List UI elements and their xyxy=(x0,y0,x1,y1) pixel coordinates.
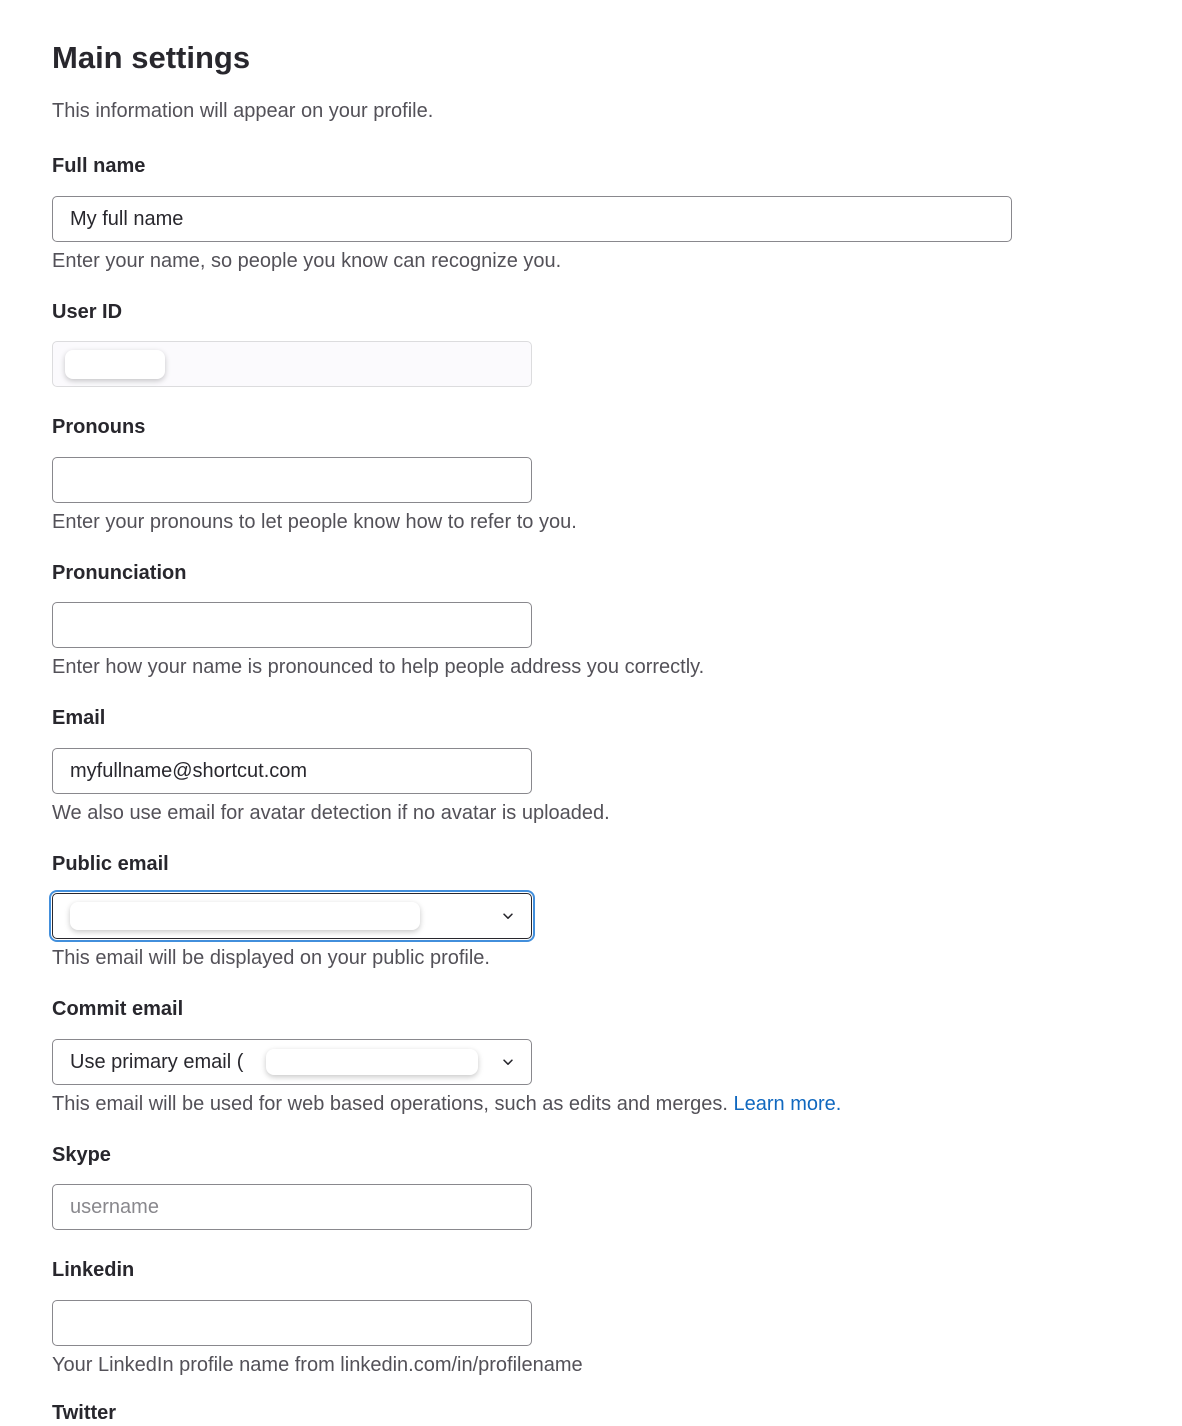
chevron-down-icon xyxy=(501,909,515,923)
page-subtitle: This information will appear on your profile. xyxy=(52,100,434,122)
full-name-help: Enter your name, so people you know can recognize you. xyxy=(52,250,562,272)
learn-more-link[interactable]: Learn more. xyxy=(733,1093,842,1115)
email-label: Email xyxy=(52,707,106,729)
commit-email-selected-value: Use primary email ( xyxy=(70,1050,244,1073)
public-email-help: This email will be displayed on your public profile. xyxy=(52,947,490,969)
pronunciation-label: Pronunciation xyxy=(52,562,187,584)
chevron-down-icon xyxy=(501,1055,515,1069)
email-input[interactable] xyxy=(52,748,532,794)
page-title: Main settings xyxy=(52,40,251,75)
email-help: We also use email for avatar detection if no avatar is uploaded. xyxy=(52,802,610,824)
pronouns-input[interactable] xyxy=(52,457,532,503)
commit-email-redaction xyxy=(266,1049,478,1075)
commit-email-select[interactable] xyxy=(52,1039,532,1085)
commit-email-help xyxy=(52,1091,841,1117)
commit-email-label: Commit email xyxy=(52,998,184,1020)
public-email-select[interactable] xyxy=(52,893,532,939)
user-id-field xyxy=(52,341,532,387)
linkedin-label: Linkedin xyxy=(52,1259,135,1281)
pronouns-help: Enter your pronouns to let people know how to refer to you. xyxy=(52,511,577,533)
pronunciation-help: Enter how your name is pronounced to help people address you correctly. xyxy=(52,656,705,678)
full-name-input[interactable] xyxy=(52,196,1012,242)
linkedin-help: Your LinkedIn profile name from linkedin.com/in/profilename xyxy=(52,1354,583,1376)
public-email-redaction xyxy=(70,902,420,930)
pronunciation-input[interactable] xyxy=(52,602,532,648)
pronouns-label: Pronouns xyxy=(52,416,146,438)
twitter-label: Twitter xyxy=(52,1402,117,1424)
public-email-label: Public email xyxy=(52,853,169,875)
linkedin-input[interactable] xyxy=(52,1300,532,1346)
skype-input[interactable] xyxy=(52,1184,532,1230)
user-id-redaction xyxy=(65,350,165,379)
user-id-label: User ID xyxy=(52,301,123,323)
skype-label: Skype xyxy=(52,1144,111,1166)
commit-email-help-text: This email will be used for web based operations, such as edits and merges. xyxy=(52,1093,728,1115)
full-name-label: Full name xyxy=(52,155,146,177)
